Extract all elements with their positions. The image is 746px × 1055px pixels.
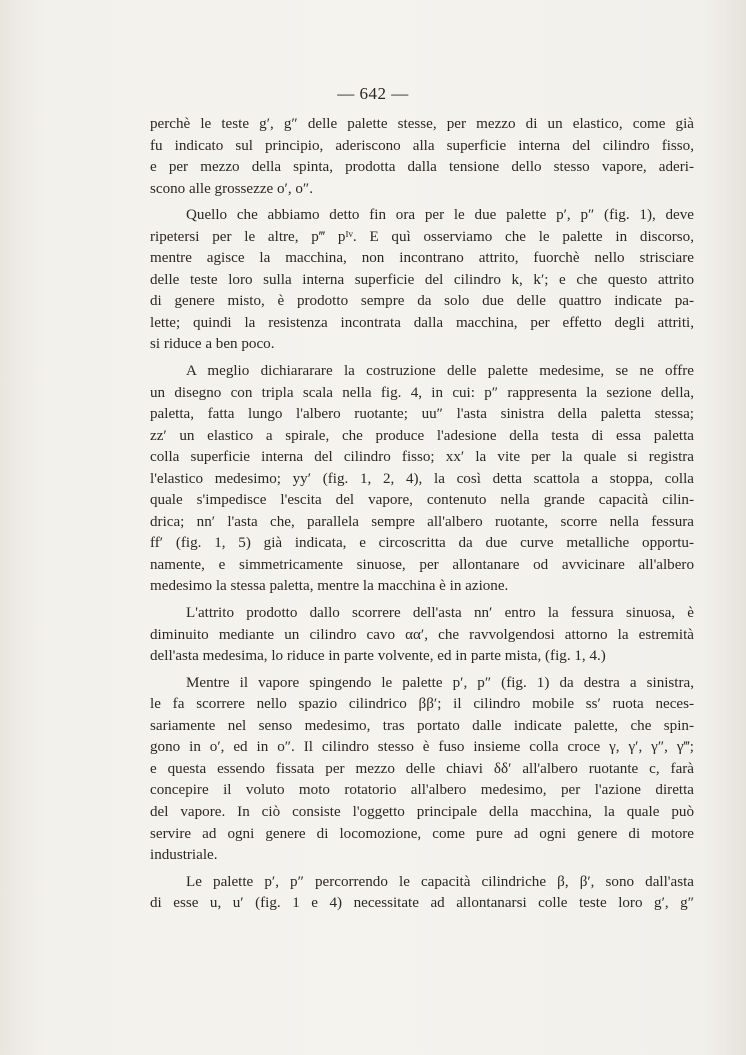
text-line: sariamente nel senso medesimo, tras portato dalle indicate palette, che spin- bbox=[150, 717, 694, 734]
text-line: scono alle grossezze o′, o″. bbox=[150, 180, 313, 197]
text-line: si riduce a ben poco. bbox=[150, 336, 275, 353]
text-line: gono in o′, ed in o″. Il cilindro stesso è fuso insieme colla croce γ, γ′, γ″, γ‴; bbox=[150, 739, 694, 756]
text-line: L'attrito prodotto dallo scorrere dell'asta nn′ entro la fessura sinuosa, è bbox=[186, 605, 694, 622]
text-line: mentre agisce la macchina, non incontrano attrito, fuorchè nello strisciare bbox=[150, 250, 694, 267]
text-line: industriale. bbox=[150, 847, 218, 864]
text-line: ripetersi per le altre, p‴ pᴵᵛ. E quì osserviamo che le palette in discorso, bbox=[150, 228, 694, 245]
text-line: colla superficie interna del cilindro fisso; xx′ la vite per la quale si registra bbox=[150, 449, 694, 466]
text-line: un disegno con tripla scala nella fig. 4, in cui: p″ rappresenta la sezione della, bbox=[150, 384, 694, 401]
text-line: l'elastico medesimo; yy′ (fig. 1, 2, 4), la così detta scattola a stoppa, colla bbox=[150, 470, 694, 487]
text-line: ff′ (fig. 1, 5) già indicata, e circoscritta da due curve metalliche opportu- bbox=[150, 535, 694, 552]
text-line: Mentre il vapore spingendo le palette p′, p″ (fig. 1) da destra a sinistra, bbox=[186, 674, 694, 691]
text-line: le fa scorrere nello spazio cilindrico ββ′; il cilindro mobile ss′ ruota neces- bbox=[150, 696, 694, 713]
text-line: zz′ un elastico a spirale, che produce l'adesione della testa di essa paletta bbox=[150, 427, 694, 444]
paragraph-5 bbox=[150, 673, 694, 867]
text-line: del vapore. In ciò consiste l'oggetto principale della macchina, la quale può bbox=[150, 803, 694, 820]
paragraph-3 bbox=[150, 361, 694, 598]
paragraph-1 bbox=[150, 114, 694, 200]
paragraph-6 bbox=[150, 872, 694, 915]
text-line: drica; nn′ l'asta che, parallela sempre all'albero ruotante, scorre nella fessura bbox=[150, 513, 694, 530]
text-line: concepire il voluto moto rotatorio all'albero medesimo, per l'azione diretta bbox=[150, 782, 694, 799]
text-line: paletta, fatta lungo l'albero ruotante; uu″ l'asta sinistra della paletta stessa; bbox=[150, 406, 694, 423]
text-line: namente, e simmetricamente sinuose, per allontanare od avvicinare all'albero bbox=[150, 556, 694, 573]
text-line: e questa essendo fissata per mezzo delle chiavi δδ′ all'albero ruotante c, farà bbox=[150, 760, 694, 777]
text-line: fu indicato sul principio, aderiscono alla superficie interna del cilindro fisso, bbox=[150, 137, 694, 154]
text-line: delle teste loro sulla interna superficie del cilindro k, k′; e che questo attrito bbox=[150, 271, 694, 288]
text-line: dell'asta medesima, lo riduce in parte volvente, ed in parte mista, (fig. 1, 4.) bbox=[150, 648, 606, 665]
page-number: — 642 — bbox=[337, 84, 409, 103]
text-line: Le palette p′, p″ percorrendo le capacità cilindriche β, β′, sono dall'asta bbox=[186, 873, 694, 890]
text-line: Quello che abbiamo detto fin ora per le due palette p′, p″ (fig. 1), deve bbox=[186, 207, 694, 224]
body-text bbox=[150, 114, 694, 920]
text-line: di genere misto, è prodotto sempre da solo due delle quattro indicate pa- bbox=[150, 293, 694, 310]
text-line: diminuito mediante un cilindro cavo αα′, che ravvolgendosi attorno la estremità bbox=[150, 626, 694, 643]
paragraph-4 bbox=[150, 603, 694, 668]
paragraph-2 bbox=[150, 205, 694, 356]
text-line: A meglio dichiararare la costruzione delle palette medesime, se ne offre bbox=[186, 363, 694, 380]
text-line: medesimo la stessa paletta, mentre la macchina è in azione. bbox=[150, 578, 509, 595]
text-line: di esse u, u′ (fig. 1 e 4) necessitate ad allontanarsi colle teste loro g′, g″ bbox=[150, 895, 694, 912]
text-line: e per mezzo della spinta, prodotta dalla tensione dello stesso vapore, aderi- bbox=[150, 159, 694, 176]
text-line: servire ad ogni genere di locomozione, come pure ad ogni genere di motore bbox=[150, 825, 694, 842]
text-line: perchè le teste g′, g″ delle palette stesse, per mezzo di un elastico, come già bbox=[150, 116, 694, 132]
text-line: lette; quindi la resistenza incontrata dalla macchina, per effetto degli attriti, bbox=[150, 314, 694, 331]
text-line: quale s'impedisce l'escita del vapore, contenuto nella grande capacità cilin- bbox=[150, 492, 694, 509]
